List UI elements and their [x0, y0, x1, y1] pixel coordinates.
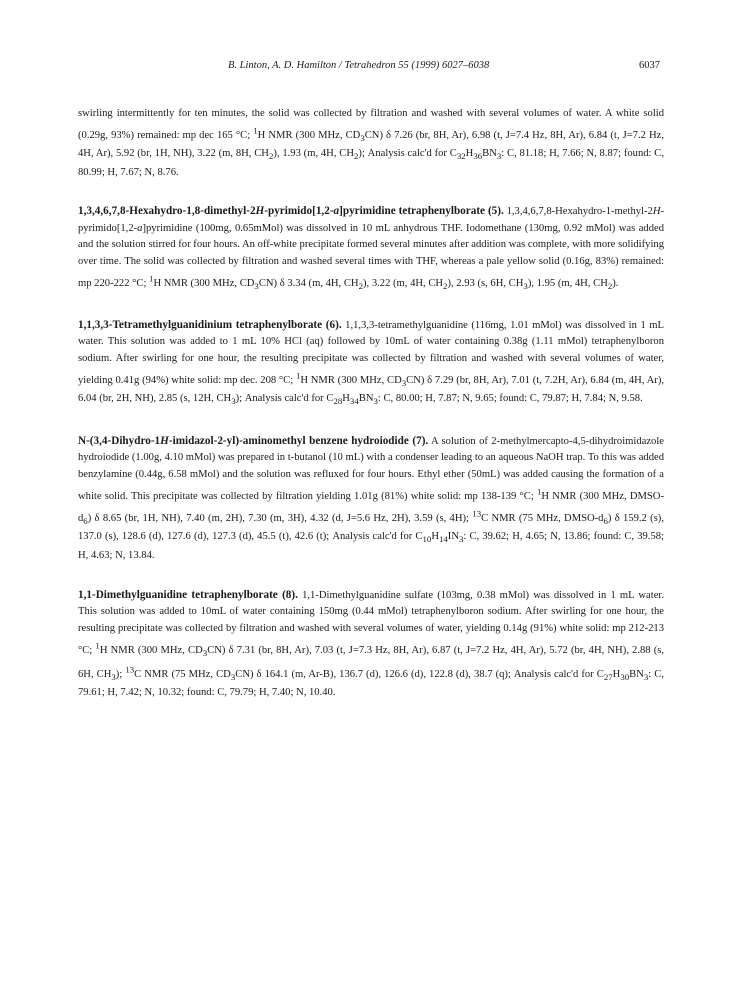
paragraph-heading: 1,1-Dimethylguanidine tetraphenylborate (8).	[78, 588, 298, 601]
page-header	[78, 60, 660, 76]
paragraph-compound-7	[78, 433, 664, 564]
page-number: 6037	[639, 60, 660, 71]
paragraph-compound-6	[78, 317, 664, 410]
body-text	[78, 105, 664, 725]
running-head: B. Linton, A. D. Hamilton / Tetrahedron 55 (1999) 6027–6038	[228, 60, 490, 71]
paragraph-text: 1,3,4,6,7,8-Hexahydro-1-methyl-2H-pyrimido[1,2-a]pyrimidine (100mg, 0.65mMol) was dissolved in 10 mL anhydrous THF. Iodomethane (130mg, 0.92 mMol) was added and the solution stirred for four hours. An off-white precipitate formed several minutes after addition was complete, with more solidifying over time. The solid was collected by filtration and washed several times with THF, whereas a pale yellow solid (0.16g, 83%) remained: mp 220-222 °C; $^1$H NMR (300 MHz, $CD_3CN$) δ 3.34 (m, 4H, $CH_2$), 3.22 (m, 4H, $CH_2$), 2.93 (s, 6H, $CH_3$), 1.95 (m, 4H, $CH_2$).	[78, 206, 664, 291]
paragraph-text: swirling intermittently for ten minutes, the solid was collected by filtration and washed with several volumes of water. A white solid (0.29g, 93%) remained: mp dec 165 °C; $^1$H NMR (300 MHz, $CD_3CN$) δ 7.26 (br, 8H, Ar), 6.98 (t, J=7.4 Hz, 8H, Ar), 6.84 (t, J=7.2 Hz, 4H, Ar), 5.92 (br, 1H, NH), 3.22 (m, 8H, $CH_2$), 1.93 (m, 4H, $CH_2$); Analysis calc'd for $C_{32}H_{36}BN_3$: C, 81.18; H, 7.66; N, 8.87; found: C, 80.99; H, 7.67; N, 8.76.	[78, 108, 664, 178]
paragraph-text: 1,1-Dimethylguanidine sulfate (103mg, 0.38 mMol) was dissolved in 1 mL water. This solution was added to 10mL of water containing 150mg (0.44 mMol) tetraphenylboron sodium. After swirling for one hour, the resulting precipitate was collected by filtration and washed with several volumes of water, yielding 0.14g (91%) white solid: mp 212-213 °C; $^1$H NMR (300 MHz, $CD_3CN$) δ 7.31 (br, 8H, Ar), 7.03 (t, J=7.3 Hz, 8H, Ar), 6.87 (t, J=7.2 Hz, 4H, Ar), 5.72 (br, 4H, NH), 2.88 (s, 6H, $CH_3$); $^{13}$C NMR (75 MHz, $CD_3CN$) δ 164.1 (m, Ar-B), 136.7 (d), 126.6 (d), 122.8 (d), 38.7 (q); Analysis calc'd for $C_{27}H_{30}BN_3$: C, 79.61; H, 7.42; N, 10.32; found: C, 79.79; H, 7.40; N, 10.40.	[78, 589, 665, 699]
paragraph-text: A solution of 2-methylmercapto-4,5-dihydroimidazole hydroiodide (1.00g, 4.10 mMol) was prepared in t-butanol (10 mL) with a condenser leading to an aqueous NaOH trap. To this was added benzylamine (0.44g, 6.58 mMol) and the solution was refluxed for four hours. Ethyl ether (50mL) was added causing the formation of a white solid. This precipitate was collected by filtration yielding 1.01g (81%) white solid: mp 138-139 °C; $^1$H NMR (300 MHz, DMSO-$d_6$) δ 8.65 (br, 1H, NH), 7.40 (m, 2H), 7.30 (m, 3H), 4.32 (d, J=5.6 Hz, 2H), 3.59 (s, 4H); $^{13}$C NMR (75 MHz, DMSO-$d_6$) δ 159.2 (s), 137.0 (s), 128.6 (d), 127.6 (d), 127.3 (d), 45.5 (t), 42.6 (t); Analysis calc'd for $C_{10}H_{14}IN_3$: C, 39.62; H, 4.65; N, 13.86; found: C, 39.58; H, 4.63; N, 13.84.	[78, 435, 664, 561]
paragraph-compound-8	[78, 587, 664, 702]
paragraph-heading: 1,3,4,6,7,8-Hexahydro-1,8-dimethyl-2H-pyrimido[1,2-a]pyrimidine tetraphenylborate (5).	[78, 205, 504, 218]
paragraph-text: 1,1,3,3-tetramethylguanidine (116mg, 1.01 mMol) was dissolved in 1 mL water. This solution was added to 1 mL 10% HCl (aq) followed by 10mL of water containing 0.38g (1.11 mMol) tetraphenylboron sodium. After swirling for one hour, the resulting precipitate was collected by filtration and washed with several volumes of water, yielding 0.41g (94%) white solid: mp dec. 208 °C; $^1$H NMR (300 MHz, $CD_3CN$) δ 7.29 (br, 8H, Ar), 7.01 (t, 7.2H, Ar), 6.84 (m, 4H, Ar), 6.04 (br, 2H, NH), 2.85 (s, 12H, $CH_3$); Analysis calc'd for $C_{28}H_{34}BN_3$: C, 80.00; H, 7.87; N, 9.65; found: C, 79.87; H, 7.84; N, 9.58.	[78, 320, 665, 407]
paragraph-heading: 1,1,3,3-Tetramethylguanidinium tetraphenylborate (6).	[78, 319, 342, 332]
paragraph-heading: N-(3,4-Dihydro-1H-imidazol-2-yl)-aminomethyl benzene hydroiodide (7).	[78, 434, 429, 447]
paragraph-continuation	[78, 105, 664, 181]
paragraph-compound-5	[78, 203, 664, 294]
